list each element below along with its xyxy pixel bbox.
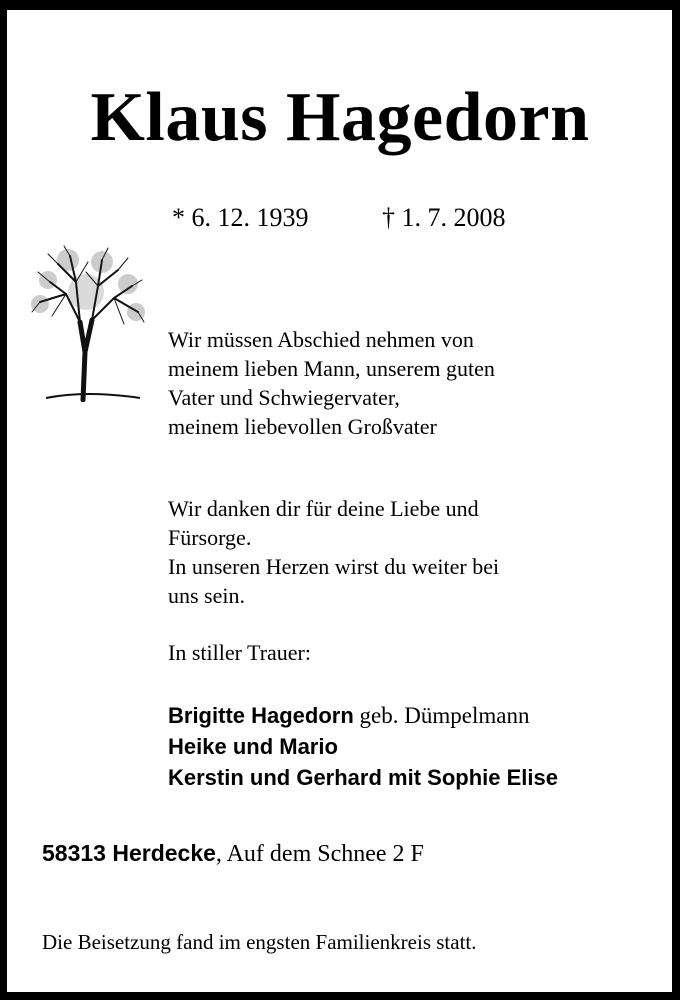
farewell-line: meinem lieben Mann, unserem guten xyxy=(168,356,495,381)
death-date: † 1. 7. 2008 xyxy=(382,203,506,232)
tree-icon xyxy=(28,242,146,402)
farewell-line: Vater und Schwiegervater, xyxy=(168,385,400,410)
signatory-name: Brigitte Hagedorn xyxy=(168,703,354,728)
address xyxy=(42,840,424,868)
signatory-maiden-name: geb. Dümpelmann xyxy=(353,703,530,728)
address-street: , Auf dem Schnee 2 F xyxy=(215,841,424,867)
birth-date: * 6. 12. 1939 xyxy=(172,203,309,232)
thanks-line: In unseren Herzen wirst du weiter bei xyxy=(168,554,500,579)
signatory-line: Kerstin und Gerhard mit Sophie Elise xyxy=(168,765,558,790)
farewell-paragraph xyxy=(168,325,648,441)
signatory-line xyxy=(168,700,529,731)
mourning-line: In stiller Trauer: xyxy=(168,640,311,665)
deceased-name: Klaus Hagedorn xyxy=(90,79,590,156)
thanks-line: uns sein. xyxy=(168,583,245,608)
thanks-paragraph xyxy=(168,494,648,610)
farewell-line: Wir müssen Abschied nehmen von xyxy=(168,327,474,352)
burial-note: Die Beisetzung fand im engsten Familienkreis statt. xyxy=(42,930,477,954)
thanks-line: Fürsorge. xyxy=(168,525,252,550)
farewell-line: meinem liebevollen Großvater xyxy=(168,414,437,439)
thanks-line: Wir danken dir für deine Liebe und xyxy=(168,496,479,521)
address-city: 58313 Herdecke xyxy=(42,840,216,866)
signatory-line: Heike und Mario xyxy=(168,734,338,759)
